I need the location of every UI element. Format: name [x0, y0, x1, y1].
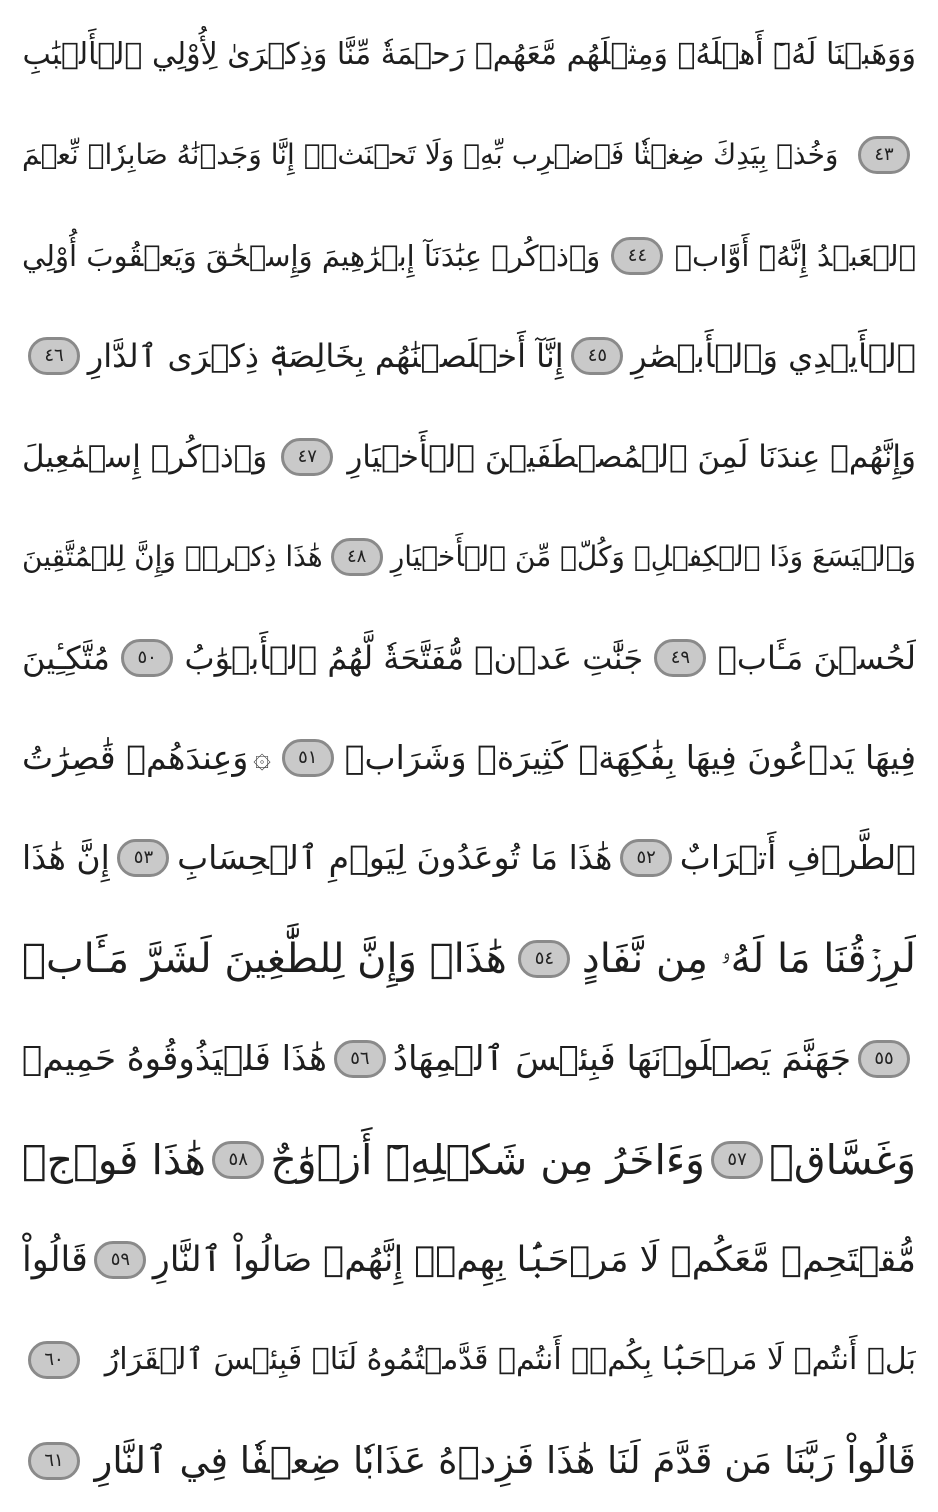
ayah-number-marker: ٥٥: [858, 1040, 910, 1078]
verse-text: هَٰذَا ذِكۡرٞۚ وَإِنَّ لِلۡمُتَّقِينَ: [22, 540, 323, 574]
verse-text: وَٱلۡيَسَعَ وَذَا ٱلۡكِفۡلِۖ وَكُلّٞ مِّنَ ٱلۡأَخۡيَارِ: [390, 540, 916, 574]
ayah-number-marker: ٥٧: [711, 1141, 763, 1179]
verse-line: [22, 1119, 916, 1201]
verse-text: وَغَسَّاقٞ: [769, 1135, 916, 1184]
ayah-number-marker: ٤٥: [571, 337, 623, 375]
ayah-number-marker: ٥٠: [121, 639, 173, 677]
verse-text: وَءَاخَرُ مِن شَكۡلِهِۦٓ أَزۡوَٰجٌ: [270, 1135, 705, 1184]
verse-text: لَرِزۡقُنَا مَا لَهُۥ مِن نَّفَادٍ: [581, 935, 916, 982]
ayah-number-marker: ٦١: [28, 1442, 80, 1480]
verse-line: [22, 1319, 916, 1401]
verse-text: هَٰذَاۚ وَإِنَّ لِلطَّٰغِينَ لَشَرَّ مَـَٔابٖ: [22, 935, 507, 982]
ayah-number-marker: ٥٨: [212, 1141, 264, 1179]
verse-line: [22, 114, 916, 196]
verse-text: وَخُذۡ بِيَدِكَ ضِغۡثٗا فَٱضۡرِب بِّهِۦ وَلَا تَحۡنَثۡۗ إِنَّا وَجَدۡنَٰهُ صَابِرٗاۚ نِّعۡمَ: [22, 138, 839, 172]
ayah-number-marker: ٥٦: [334, 1040, 386, 1078]
verse-text: قَالُواْ رَبَّنَا مَن قَدَّمَ لَنَا هَٰذَا فَزِدۡهُ عَذَابٗا ضِعۡفٗا فِي ٱلنَّارِ: [94, 1438, 916, 1482]
verse-line: [22, 516, 916, 598]
verse-text: جَهَنَّمَ يَصۡلَوۡنَهَا فَبِئۡسَ ٱلۡمِهَادُ: [392, 1039, 851, 1080]
verse-text: وَعِندَهُمۡ قَٰصِرَٰتُ: [22, 737, 249, 777]
verse-text: وَوَهَبۡنَا لَهُۥٓ أَهۡلَهُۥ وَمِثۡلَهُم مَّعَهُمۡ رَحۡمَةٗ مِّنَّا وَذِكۡرَىٰ لِأُوْلِي ٱلۡأَلۡبَٰبِ: [22, 37, 916, 72]
verse-text: إِنَّ هَٰذَا: [22, 838, 110, 878]
verse-text: فِيهَا يَدۡعُونَ فِيهَا بِفَٰكِهَةٖ كَثِيرَةٖ وَشَرَابٖ: [344, 737, 916, 777]
verse-text: قَالُواْ: [22, 1240, 88, 1281]
rub-el-hizb-icon: ۞: [253, 739, 271, 775]
ayah-number-marker: ٤٨: [331, 538, 383, 576]
ayah-number-marker: ٤٦: [28, 337, 80, 375]
ayah-number-marker: ٤٧: [281, 438, 333, 476]
ayah-number-marker: ٤٤: [611, 237, 663, 275]
verse-text: ٱلطَّرۡفِ أَتۡرَابٌ: [679, 838, 916, 878]
verse-line: [22, 215, 916, 297]
verse-line: [22, 1420, 916, 1502]
verse-text: هَٰذَا فَوۡجٞ: [22, 1135, 207, 1184]
verse-line: [22, 617, 916, 699]
verse-line: [22, 315, 916, 397]
verse-text: جَنَّٰتِ عَدۡنٖ مُّفَتَّحَةٗ لَّهُمُ ٱلۡأَبۡوَٰبُ: [184, 638, 644, 677]
ayah-number-marker: ٥٤: [518, 940, 570, 978]
ayah-number-marker: ٥٢: [620, 839, 672, 877]
verse-text: هَٰذَا مَا تُوعَدُونَ لِيَوۡمِ ٱلۡحِسَابِ: [177, 838, 613, 878]
ayah-number-marker: ٦٠: [28, 1341, 80, 1379]
verse-line: [22, 1018, 916, 1100]
ayah-number-marker: ٥١: [282, 739, 334, 777]
verse-line: [22, 918, 916, 1000]
verse-text: بَلۡ أَنتُمۡ لَا مَرۡحَبَۢا بِكُمۡۖ أَنتُمۡ قَدَّمۡتُمُوهُ لَنَاۖ فَبِئۡسَ ٱلۡقَرَارُ: [104, 1342, 916, 1378]
verse-text: ٱلۡعَبۡدُ إِنَّهُۥٓ أَوَّابٞ: [674, 238, 916, 273]
verse-text: وَإِنَّهُمۡ عِندَنَا لَمِنَ ٱلۡمُصۡطَفَيۡنَ ٱلۡأَخۡيَارِ: [347, 438, 916, 475]
verse-text: مُتَّكِـِٔينَ: [22, 638, 110, 677]
ayah-number-marker: ٤٩: [654, 639, 706, 677]
verse-line: [22, 717, 916, 799]
verse-text: مُّقۡتَحِمٞ مَّعَكُمۡ لَا مَرۡحَبَۢا بِهِمۡۚ إِنَّهُمۡ صَالُواْ ٱلنَّارِ: [152, 1240, 916, 1281]
verse-line: [22, 14, 916, 96]
verse-text: وَٱذۡكُرۡ عِبَٰدَنَآ إِبۡرَٰهِيمَ وَإِسۡحَٰقَ وَيَعۡقُوبَ أُوْلِي: [22, 238, 601, 273]
verse-text: وَٱذۡكُرۡ إِسۡمَٰعِيلَ: [22, 438, 268, 475]
ayah-number-marker: ٥٣: [117, 839, 169, 877]
verse-text: هَٰذَا فَلۡيَذُوقُوهُ حَمِيمٞ: [22, 1039, 327, 1080]
ayah-number-marker: ٥٩: [94, 1241, 146, 1279]
verse-line: [22, 1219, 916, 1301]
verse-text: إِنَّآ أَخۡلَصۡنَٰهُم بِخَالِصَةٖ ذِكۡرَى ٱلدَّارِ: [87, 337, 564, 376]
verse-line: [22, 817, 916, 899]
verse-text: لَحُسۡنَ مَـَٔابٖ: [717, 638, 916, 677]
verse-text: ٱلۡأَيۡدِي وَٱلۡأَبۡصَٰرِ: [631, 337, 916, 376]
verse-line: [22, 416, 916, 498]
ayah-number-marker: ٤٣: [858, 136, 910, 174]
